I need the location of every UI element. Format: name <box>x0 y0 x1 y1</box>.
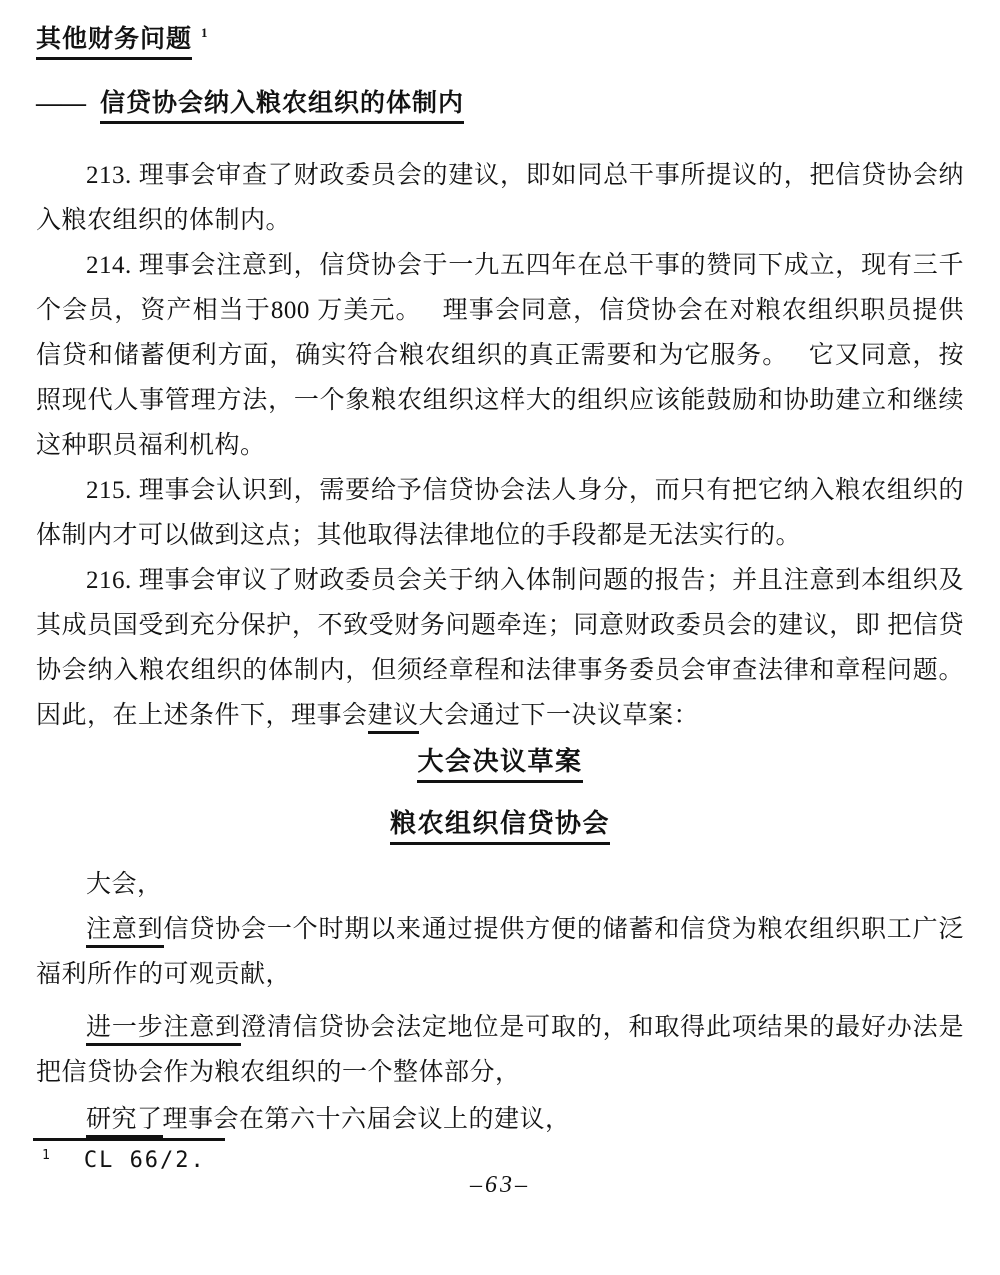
page-number: –63– <box>470 1172 530 1198</box>
paragraph-215-text: 215. 理事会认识到，需要给予信贷协会法人身分，而只有把它纳入粮农组织的体制内才可以做到这点；其他取得法律地位的手段都是无法实行的。 <box>36 477 964 549</box>
page-title-text: 其他财务问题 <box>36 26 192 60</box>
paragraph-213-text: 213. 理事会审查了财政委员会的建议，即如同总干事所提议的，把信贷协会纳入粮农组织的体制内。 <box>36 162 964 234</box>
paragraph-214 <box>36 243 964 468</box>
paragraph-216-underlined-word: 建议 <box>368 702 419 734</box>
footnote-separator <box>33 1138 225 1141</box>
resolution-clause-1-text: 信贷协会一个时期以来通过提供方便的储蓄和信贷为粮农组织职工广泛福利所作的可观贡献， <box>36 916 964 988</box>
resolution-opening-text: 大会， <box>86 871 163 898</box>
paragraph-216-text-pre: 216. 理事会审议了财政委员会关于纳入体制问题的报告；并且注意到本组织及其成员国受到充分保护，不致受财务问题牵连；同意财政委员会的建议，即 把信贷协会纳入粮农组织的体制内，但须经章程和法律事务委员会审查法律和章程问题。因此，在上述条件下，理事会 <box>36 567 964 729</box>
footnote-text: CL 66/2. <box>83 1148 206 1173</box>
paragraph-214-text: 214. 理事会注意到，信贷协会于一九五四年在总干事的赞同下成立，现有三千个会员，资产相当于800 万美元。 理事会同意，信贷协会在对粮农组织职员提供信贷和储蓄便利方面，确实符合粮农组织的真正需要和为它服务。 它又同意，按照现代人事管理方法，一个象粮农组织这样大的组织应该能鼓励和协助建立和继续这种职员福利机构。 <box>36 252 964 459</box>
page-title <box>36 16 964 57</box>
footnote-number: 1 <box>42 1148 50 1163</box>
resolution-opening <box>36 862 964 907</box>
section-heading <box>36 87 964 121</box>
section-heading-text: 信贷协会纳入粮农组织的体制内 <box>100 90 464 124</box>
footnote-ref-superscript: 1 <box>201 25 209 40</box>
resolution-clause-2-text: 澄清信贷协会法定地位是可取的，和取得此项结果的最好办法是把信贷协会作为粮农组织的一个整体部分， <box>36 1014 964 1086</box>
paragraph-216 <box>36 558 964 738</box>
resolution-clause-3 <box>36 1097 964 1142</box>
paragraph-215 <box>36 468 964 558</box>
resolution-clause-1-lead: 注意到 <box>86 916 164 948</box>
resolution-clause-1 <box>36 907 964 997</box>
resolution-clause-2-lead: 进一步注意到 <box>86 1014 241 1046</box>
resolution-subject-heading-text: 粮农组织信贷协会 <box>390 809 610 845</box>
resolution-clause-3-lead: 研究了 <box>86 1106 163 1138</box>
resolution-heading <box>36 742 964 782</box>
resolution-clause-2 <box>36 1005 964 1095</box>
paragraph-213 <box>36 153 964 243</box>
resolution-clause-3-text: 理事会在第六十六届会议上的建议， <box>162 1106 571 1133</box>
resolution-heading-text: 大会决议草案 <box>417 747 582 783</box>
paragraph-216-text-post: 大会通过下一决议草案： <box>418 702 700 729</box>
resolution-subject-heading <box>36 804 964 844</box>
section-heading-dash-icon: —— <box>36 90 86 117</box>
footnote <box>42 1148 206 1173</box>
